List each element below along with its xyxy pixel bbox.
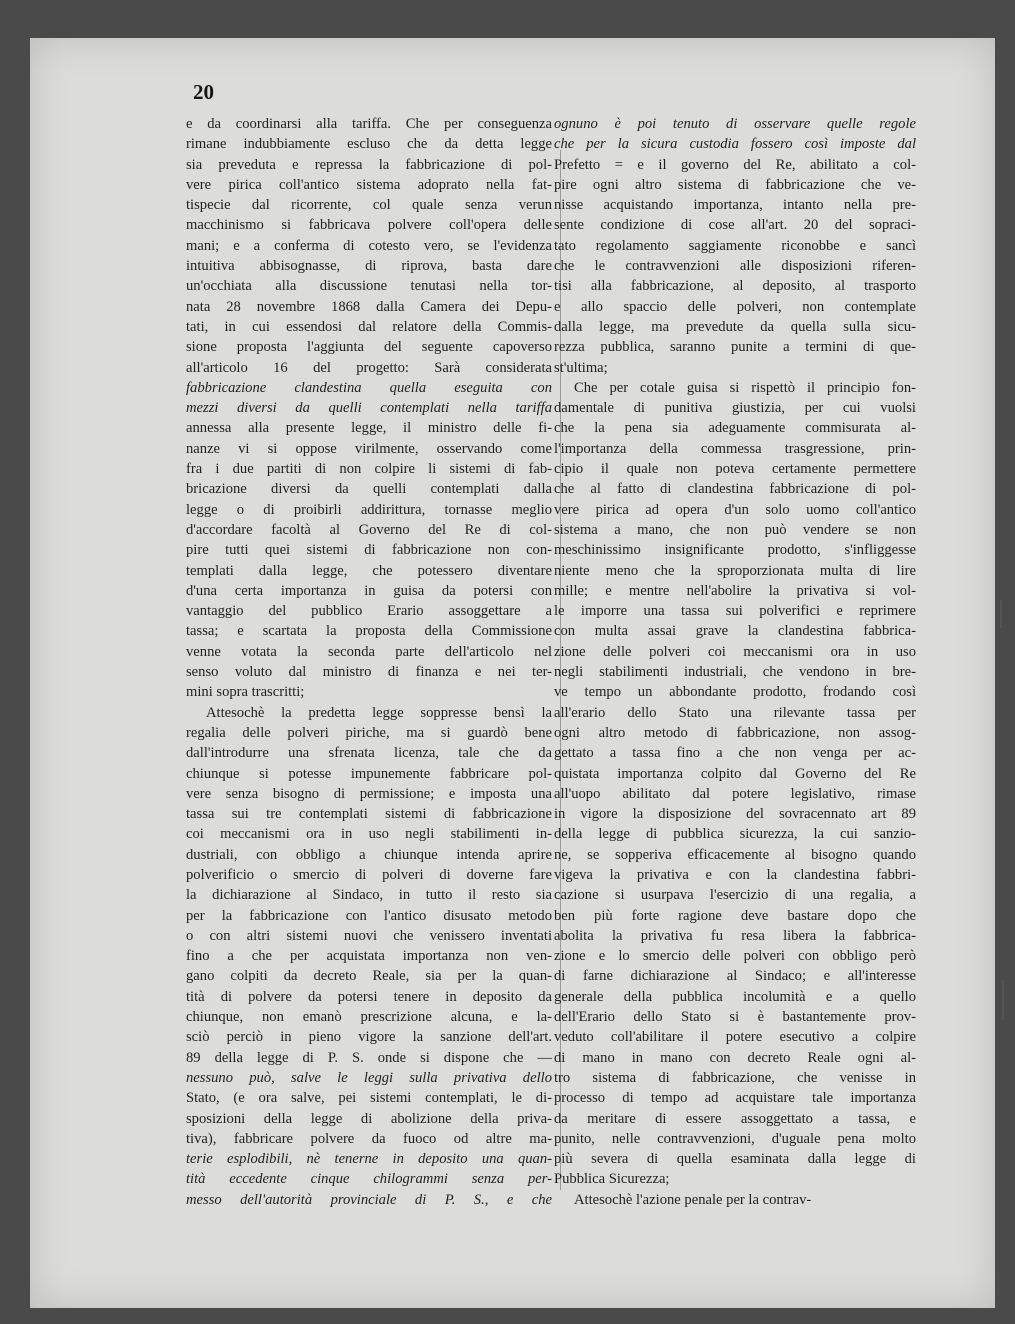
text-line: senso voluto dal ministro di finanza e nei ter- — [186, 664, 552, 681]
text-line: templati dalla legge, che potessero diventare — [186, 562, 552, 579]
text-line: rimane indubbiamente escluso che da detta legge — [186, 136, 552, 153]
page-number: 20 — [193, 80, 214, 104]
text-line: che al fatto di clandestina fabbricazione di pol- — [554, 481, 916, 498]
text-line: cazione si usurpava l'esercizio di una regalia, a — [554, 887, 916, 904]
text-line: ben più forte ragione deve bastare dopo che — [554, 907, 916, 924]
text-line: pire tutti quei sistemi di fabbricazione non con- — [186, 542, 552, 559]
text-line: tati, in cui essendosi dal relatore della Commis- — [186, 318, 552, 335]
text-line: nisse acquistando importanza, intanto nella pre- — [554, 197, 916, 214]
text-line: zione delle polveri coi meccanismi ora in uso — [554, 643, 916, 660]
text-line: damentale di punitiva giustizia, per cui vuolsi — [554, 400, 916, 417]
text-line: ognuno è poi tenuto di osservare quelle regole — [554, 116, 916, 132]
text-line: vere senza bisogno di permissione; e imposta una — [186, 785, 552, 802]
text-line: mille; e mentre nell'abolire la privativa si vol- — [554, 582, 916, 599]
text-line: ve tempo un abbondante prodotto, frodando così — [554, 684, 916, 701]
text-line: vigeva la privativa e con la clandestina fabbri- — [554, 866, 916, 883]
text-line: di farne dichiarazione al Sindaco; e all'interesse — [554, 968, 916, 985]
text-line: regalia delle polveri piriche, ma si guardò bene — [186, 724, 552, 741]
text-line: st'ultima; — [554, 359, 608, 376]
text-line: Stato, (e ora salve, pei sistemi contemplati, le di- — [186, 1090, 552, 1107]
text-line: chiunque si potesse impunemente fabbricare pol- — [186, 765, 552, 782]
text-line: polverificio o smercio di polveri di doverne fare — [186, 866, 552, 883]
text-line: dustriali, con obbligo a chiunque intenda aprire — [186, 846, 552, 863]
text-line: che per la sicura custodia fossero così imposte dal — [554, 136, 916, 153]
text-line: tità di polvere da potersi tenere in deposito da — [186, 988, 552, 1005]
text-line: fabbricazione clandestina quella eseguita con — [186, 379, 552, 396]
text-line: processo di tempo ad acquistare tale importanza — [554, 1090, 916, 1107]
text-line: e allo spaccio delle polveri, non contemplate — [554, 298, 916, 315]
text-line: sciò perciò in pieno vigore la sanzione dell'art. — [186, 1029, 552, 1046]
text-line: gano colpiti da decreto Reale, sia per la quan- — [186, 968, 552, 985]
text-line: per la fabbricazione con l'antico disusato metodo — [186, 907, 552, 924]
text-line: mezzi diversi da quelli contemplati nella tariffa — [186, 400, 552, 417]
text-line: fino a che per acquistata importanza non ven- — [186, 948, 552, 965]
text-line: nata 28 novembre 1868 dalla Camera dei Depu- — [186, 298, 552, 315]
text-line: sistema a mano, che non può vendere se non — [554, 521, 916, 538]
text-line: mini sopra trascritti; — [186, 684, 305, 701]
text-line: vere pirica coll'antico sistema adoprato nella fat- — [186, 176, 552, 193]
text-line: un'occhiata alla discussione tenutasi nella tor- — [186, 278, 552, 295]
text-line: tassa; e scartata la proposta della Commissione — [186, 623, 552, 640]
text-line: tispecie dal ricorrente, col quale senza verun — [186, 197, 552, 214]
text-line: tità eccedente cinque chilogrammi senza per- — [186, 1171, 552, 1188]
text-line: nessuno può, salve le leggi sulla privativa dello — [186, 1069, 552, 1086]
text-line: all'uopo abilitato dal potere legislativo, rimase — [554, 785, 916, 802]
text-line: zione e lo smercio delle polveri con obbligo però — [554, 948, 916, 965]
text-line: niente meno che la sproporzionata multa di lire — [554, 562, 916, 579]
text-line: ne, se sopperiva efficacemente al bisogno quando — [554, 846, 916, 863]
text-line: legge o di proibirli addirittura, tornasse meglio — [186, 501, 552, 518]
text-line: che la pena sia adeguamente commisurata al- — [554, 420, 916, 437]
text-line: 89 della legge di P. S. onde si dispone che — — [186, 1049, 552, 1066]
text-line: vere pirica ad opera d'un solo uomo coll'antico — [554, 501, 916, 518]
text-line: all'erario dello Stato una rilevante tassa per — [554, 704, 916, 721]
text-line: tisi alla fabbricazione, al deposito, al trasporto — [554, 278, 916, 295]
text-line: chiunque, non emanò prescrizione alcuna, e la- — [186, 1009, 552, 1026]
text-line: sente condizione di cose all'art. 20 del sopraci- — [554, 217, 916, 234]
text-line: tassa sui tre contemplati sistemi di fabbricazione — [186, 806, 552, 823]
text-line: la dichiarazione al Sindaco, in tutto il resto sia — [186, 887, 552, 904]
text-line: e da coordinarsi alla tariffa. Che per conseguenza — [186, 116, 552, 132]
text-line: negli stabilimenti industriali, che vendono in bre- — [554, 664, 916, 681]
text-line: di mano in mano con decreto Reale ogni al- — [554, 1049, 916, 1066]
margin-mark — [1000, 600, 1002, 628]
text-line: Prefetto = e il governo del Re, abilitato a col- — [554, 156, 916, 173]
text-line: sposizioni della legge di abolizione della priva- — [186, 1110, 552, 1127]
text-line: dalla legge, ma prevedute da quella sulla sicu- — [554, 318, 916, 335]
text-line: fra i due partiti di non colpire li sistemi di fab- — [186, 461, 552, 478]
text-line: gettato a tassa fino a che non venga per ac- — [554, 745, 916, 762]
text-line: da meritare di essere assoggettato a tassa, e — [554, 1110, 916, 1127]
text-line: tiva), fabbricare polvere da fuoco od altre ma- — [186, 1130, 552, 1147]
text-line: rezza pubblica, saranno punite a termini di que- — [554, 339, 916, 356]
text-line: sia preveduta e repressa la fabbricazione di pol- — [186, 156, 552, 173]
text-line: all'articolo 16 del progetto: Sarà considerata — [186, 359, 552, 376]
right-text-column — [554, 114, 916, 1210]
text-line: terie esplodibili, nè tenerne in deposito una quan- — [186, 1151, 552, 1168]
text-line: sione proposta l'aggiunta del seguente capoverso — [186, 339, 552, 356]
text-line: o con altri sistemi nuovi che venissero inventati — [186, 927, 552, 944]
text-line: nanze vi si oppose virilmente, osservando come — [186, 440, 552, 457]
text-line: della legge di pubblica sicurezza, la cui sanzio- — [554, 826, 916, 843]
text-line: mani; e a conferma di cotesto vero, se l'evidenza — [186, 237, 552, 254]
text-line: Attesochè la predetta legge soppresse bensì la — [206, 704, 552, 721]
text-line: in vigore la disposizione del sovracennato art 89 — [554, 806, 916, 823]
text-line: dell'Erario dello Stato si è bastantemente prov- — [554, 1009, 916, 1026]
text-line: quistata importanza colpito dal Governo del Re — [554, 765, 916, 782]
text-line: ogni altro metodo di fabbricazione, non assog- — [554, 724, 916, 741]
text-line: generale della pubblica incolumità e a quello — [554, 988, 916, 1005]
text-line: abolita la privativa fu resa libera la fabbrica- — [554, 927, 916, 944]
text-line: pire ogni altro sistema di fabbricazione che ve- — [554, 176, 916, 193]
text-line: coi meccanismi ora in uso negli stabilimenti in- — [186, 826, 552, 843]
text-line: le imporre una tassa sui polverifici e reprimere — [554, 603, 916, 620]
text-line: tro sistema di fabbricazione, che venisse in — [554, 1069, 916, 1086]
left-text-column — [186, 114, 552, 1210]
text-line: Pubblica Sicurezza; — [554, 1171, 670, 1188]
text-line: meschinissimo insignificante prodotto, s'infliggesse — [554, 542, 916, 559]
text-line: con multa assai grave la clandestina fabbrica- — [554, 623, 916, 640]
text-line: d'accordare facoltà al Governo del Re di col- — [186, 521, 552, 538]
text-line: messo dell'autorità provinciale di P. S., e che — [186, 1191, 552, 1208]
text-line: cipio il quale non poteva certamente permettere — [554, 461, 916, 478]
text-line: più severa di quella esaminata dalla legge di — [554, 1151, 916, 1168]
text-line: intuitiva abbisognasse, di riprova, basta dare — [186, 258, 552, 275]
text-line: annessa alla presente legge, il ministro delle fi- — [186, 420, 552, 437]
text-line: l'importanza della commessa trasgressione, prin- — [554, 440, 916, 457]
margin-mark — [1002, 980, 1004, 1020]
text-line: veduto coll'abilitare il potere esecutivo a colpire — [554, 1029, 916, 1046]
text-line: tato regolamento saggiamente riconobbe e sancì — [554, 237, 916, 254]
text-line: vantaggio del pubblico Erario assoggettare a — [186, 603, 552, 620]
text-line: Che per cotale guisa si rispettò il principio fon- — [574, 379, 916, 396]
text-line: che le contravvenzioni alle disposizioni riferen- — [554, 258, 916, 275]
text-line: d'una certa importanza in guisa da potersi con — [186, 582, 552, 599]
text-line: macchinismo si fabbricava polvere coll'opera delle — [186, 217, 552, 234]
text-line: dall'introdurre una sfrenata licenza, tale che da — [186, 745, 552, 762]
text-line: punito, nelle contravvenzioni, d'uguale pena molto — [554, 1130, 916, 1147]
text-line: bricazione diversi da quelli contemplati dalla — [186, 481, 552, 498]
text-line: Attesochè l'azione penale per la contrav- — [574, 1191, 812, 1208]
text-line: venne votata la seconda parte dell'articolo nel — [186, 643, 552, 660]
